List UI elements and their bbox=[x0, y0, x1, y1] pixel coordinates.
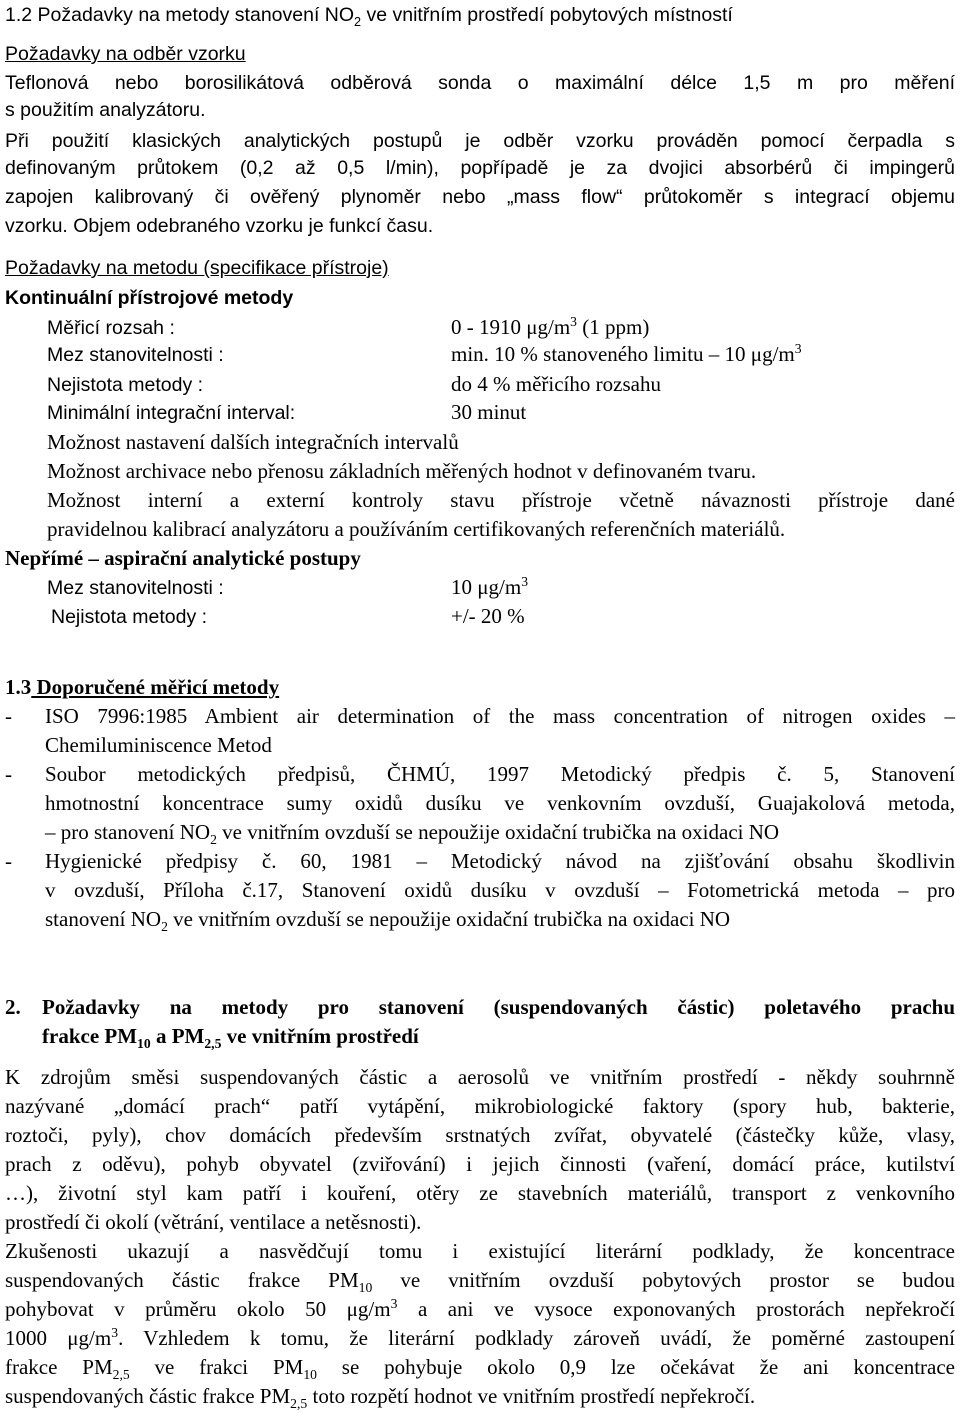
list-item-line: Hygienické předpisy č. 60, 1981 – Metodický návod na zjišťování obsahu škodlivin bbox=[45, 849, 955, 873]
paragraph-line: suspendovaných částic frakce $PM_{10}$ ve vnitřním ovzduší pobytových prostor se budou bbox=[5, 1268, 955, 1296]
section-1-3-heading: 1.3 Doporučené měřicí metody bbox=[5, 675, 280, 699]
option-line: pravidelnou kalibrací analyzátoru a používáním certifikovaných referenčních materiálů. bbox=[47, 517, 786, 541]
sampling-requirements-title: Požadavky na odběr vzorku bbox=[5, 43, 246, 65]
paragraph-line: s použitím analyzátoru. bbox=[5, 99, 206, 121]
list-dash: - bbox=[5, 704, 12, 728]
indirect-spec-value: 10 $\mu g/m^3$ bbox=[451, 574, 529, 599]
paragraph-line: Při použití klasických analytických postupů je odběr vzorku prováděn pomocí čerpadla s bbox=[5, 130, 955, 152]
indirect-spec-label: Nejistota metody : bbox=[51, 606, 208, 628]
spec-value: 30 minut bbox=[451, 400, 527, 424]
paragraph-line: Zkušenosti ukazují a nasvědčují tomu i existující literární podklady, že koncentrace bbox=[5, 1239, 955, 1263]
spec-label: Nejistota metody : bbox=[47, 374, 204, 396]
list-dash: - bbox=[5, 762, 12, 786]
list-item-line: Chemiluminiscence Metod bbox=[45, 733, 272, 757]
section-2-title: Požadavky na metody pro stanovení (suspendovaných částic) poletavého prachu bbox=[42, 995, 955, 1019]
option-line: Možnost nastavení dalších integračních intervalů bbox=[47, 430, 459, 454]
list-dash: - bbox=[5, 849, 12, 873]
spec-value: do 4 % měřicího rozsahu bbox=[451, 372, 661, 396]
paragraph-line: roztoči, pyly), chov domácích především srstnatých zvířat, obyvatelé (částečky kůže, vlasy, bbox=[5, 1123, 955, 1147]
indirect-spec-value: +/- 20 % bbox=[451, 604, 525, 628]
spec-label: Minimální integrační interval: bbox=[47, 402, 296, 424]
section-1-2-heading: 1.2 Požadavky na metody stanovení $NO_2$ ve vnitřním prostředí pobytových místností bbox=[5, 4, 733, 29]
list-item-line: hmotnostní koncentrace sumy oxidů dusíku ve venkovním ovzduší, Guajakolová metoda, bbox=[45, 791, 955, 815]
paragraph-line: definovaným průtokem (0,2 až 0,5 l/min), popřípadě je za dvojici absorbérů či impingerů bbox=[5, 157, 955, 179]
list-item-line: – pro stanovení $NO_2$ ve vnitřním ovzduší se nepoužije oxidační trubička na oxidaci NO bbox=[45, 820, 780, 848]
paragraph-line: Teflonová nebo borosilikátová odběrová sonda o maximální délce 1,5 m pro měření bbox=[5, 72, 955, 94]
spec-value: 0 - 1910 $\mu g/m^3$ (1 ppm) bbox=[451, 314, 650, 339]
paragraph-line: K zdrojům směsi suspendovaných částic a aerosolů ve vnitřním prostředí - někdy souhrnně bbox=[5, 1065, 955, 1089]
spec-label: Mez stanovitelnosti : bbox=[47, 344, 224, 366]
list-item-line: stanovení $NO_2$ ve vnitřním ovzduší se nepoužije oxidační trubička na oxidaci NO bbox=[45, 907, 731, 935]
paragraph-line: prostředí či okolí (větrání, ventilace a netěsnosti). bbox=[5, 1210, 422, 1234]
paragraph-line: zapojen kalibrovaný či ověřený plynoměr nebo „mass flow“ průtokoměr s integrací objemu bbox=[5, 186, 955, 208]
paragraph-line: 1000 $\mu g/m^3$. Vzhledem k tomu, že literární podklady zároveň uvádí, že poměrné zastoupení bbox=[5, 1325, 955, 1350]
list-item-line: Soubor metodických předpisů, ČHMÚ, 1997 Metodický předpis č. 5, Stanovení bbox=[45, 762, 955, 786]
method-requirements-title: Požadavky na metodu (specifikace přístroje) bbox=[5, 257, 389, 279]
paragraph-line: frakce $PM_{2,5}$ ve frakci $PM_{10}$ se pohybuje okolo 0,9 lze očekávat že ani koncentrace bbox=[5, 1355, 955, 1383]
paragraph-line: suspendovaných částic frakce $PM_{2,5}$ toto rozpětí hodnot ve vnitřním prostředí nepřekročí. bbox=[5, 1384, 756, 1412]
option-line: Možnost archivace nebo přenosu základních měřených hodnot v definovaném tvaru. bbox=[47, 459, 757, 483]
list-item-line: v ovzduší, Příloha č.17, Stanovení oxidů dusíku v ovzduší – Fotometrická metoda – pro bbox=[45, 878, 955, 902]
spec-value: min. 10 % stanoveného limitu – 10 $\mu g/m^3$ bbox=[451, 341, 802, 366]
section-2-title: frakce $PM_{10}$ a $PM_{2,5}$ ve vnitřním prostředí bbox=[42, 1024, 419, 1052]
indirect-methods-title: Nepřímé – aspirační analytické postupy bbox=[5, 546, 361, 570]
paragraph-line: nazývané „domácí prach“ patří vytápění, mikrobiologické faktory (spory hub, bakterie, bbox=[5, 1094, 955, 1118]
list-item-line: ISO 7996:1985 Ambient air determination of the mass concentration of nitrogen oxides – bbox=[45, 704, 955, 728]
paragraph-line: prach z oděvu), pohyb obyvatel (zviřování) i jejich činnosti (vaření, domácí práce, kutilství bbox=[5, 1152, 955, 1176]
indirect-spec-label: Mez stanovitelnosti : bbox=[47, 577, 224, 599]
section-2-number: 2. bbox=[5, 995, 21, 1019]
option-line: Možnost interní a externí kontroly stavu přístroje včetně návaznosti přístroje dané bbox=[47, 488, 955, 512]
spec-label: Měřicí rozsah : bbox=[47, 317, 175, 339]
paragraph-line: pohybovat v průměru okolo 50 $\mu g/m^3$ a ani ve vysoce exponovaných prostorách nepřekročí bbox=[5, 1296, 955, 1321]
paragraph-line: vzorku. Objem odebraného vzorku je funkcí času. bbox=[5, 215, 434, 237]
paragraph-line: …), životní styl kam patří i kouření, otěry ze stavebních materiálů, transport z venkovního bbox=[5, 1181, 955, 1205]
continuous-methods-title: Kontinuální přístrojové metody bbox=[5, 287, 294, 309]
